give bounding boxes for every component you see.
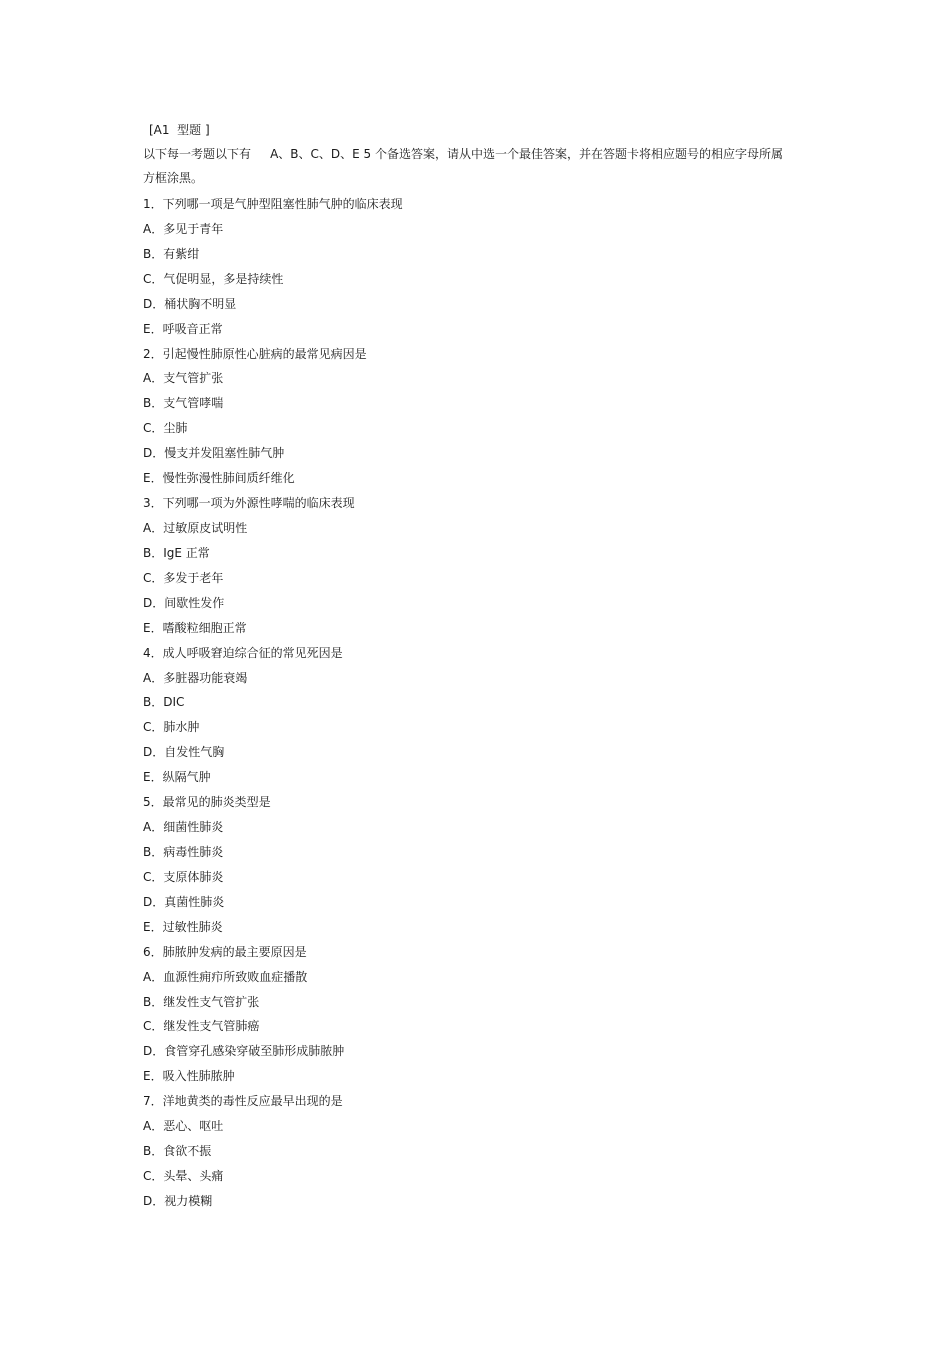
document-content: [143, 118, 783, 1214]
answer-option: C．尘肺: [143, 421, 188, 436]
answer-option: B．支气管哮喘: [143, 396, 224, 411]
answer-option: A．过敏原皮试明性: [143, 520, 248, 535]
answer-option: E．过敏性肺炎: [143, 919, 223, 934]
answer-option: B．食欲不振: [143, 1144, 212, 1159]
question-stem: 5．最常见的肺炎类型是: [143, 795, 271, 810]
question-block-4: [143, 641, 783, 791]
question-stem: 2．引起慢性肺原性心脏病的最常见病因是: [143, 346, 367, 361]
answer-option: E．吸入性肺脓肿: [143, 1069, 235, 1084]
question-block-7: [143, 1089, 783, 1214]
question-stem: 3．下列哪一项为外源性哮喘的临床表现: [143, 496, 355, 511]
answer-option: C．气促明显，多是持续性: [143, 271, 284, 286]
question-block-3: [143, 491, 783, 641]
answer-option: A．支气管扩张: [143, 371, 224, 386]
answer-option: C．继发性支气管肺癌: [143, 1019, 260, 1034]
answer-option: A．血源性痈疖所致败血症播散: [143, 969, 308, 984]
answer-option: E．嗜酸粒细胞正常: [143, 620, 247, 635]
answer-option: D．真菌性肺炎: [143, 894, 225, 909]
answer-option: E．呼吸音正常: [143, 321, 223, 336]
answer-option: D．自发性气胸: [143, 745, 225, 760]
answer-option: A．多见于青年: [143, 221, 224, 236]
answer-option: D．间歇性发作: [143, 595, 225, 610]
answer-option: B．有紫绀: [143, 246, 200, 261]
question-stem: 4．成人呼吸窘迫综合征的常见死因是: [143, 645, 343, 660]
answer-option: E．慢性弥漫性肺间质纤维化: [143, 471, 295, 486]
question-stem: 7．洋地黄类的毒性反应最早出现的是: [143, 1094, 343, 1109]
answer-option: C．头晕、头痛: [143, 1168, 224, 1183]
answer-option: A．恶心、呕吐: [143, 1119, 224, 1134]
answer-option: B．IgE 正常: [143, 545, 210, 560]
question-block-6: [143, 940, 783, 1090]
answer-option: C．支原体肺炎: [143, 869, 224, 884]
answer-option: D．食管穿孔感染穿破至肺形成肺脓肿: [143, 1044, 345, 1059]
answer-option: D．慢支并发阻塞性肺气肿: [143, 446, 285, 461]
answer-option: B．病毒性肺炎: [143, 844, 224, 859]
answer-option: A．多脏器功能衰竭: [143, 670, 248, 685]
answer-option: C．肺水肿: [143, 720, 200, 735]
answer-option: D．视力模糊: [143, 1193, 213, 1208]
answer-option: A．细菌性肺炎: [143, 820, 224, 835]
answer-option: D．桶状胸不明显: [143, 296, 237, 311]
answer-option: C．多发于老年: [143, 570, 224, 585]
section-heading: [A1 型题 ]: [149, 123, 210, 137]
question-stem: 1．下列哪一项是气肿型阻塞性肺气肿的临床表现: [143, 197, 403, 211]
question-block-2: [143, 342, 783, 492]
answer-option: B．继发性支气管扩张: [143, 994, 260, 1009]
answer-option: B．DIC: [143, 695, 185, 710]
question-block-5: [143, 790, 783, 940]
answer-option: E．纵隔气肿: [143, 770, 211, 785]
question-block-1: [143, 192, 783, 342]
question-stem: 6．肺脓肿发病的最主要原因是: [143, 944, 307, 959]
instructions-paragraph: 以下每一考题以下有 A、B、C、D、E 5 个备选答案，请从中选一个最佳答案，并在答题卡将相应题号的相应字母所属方框涂黑。: [143, 147, 783, 185]
